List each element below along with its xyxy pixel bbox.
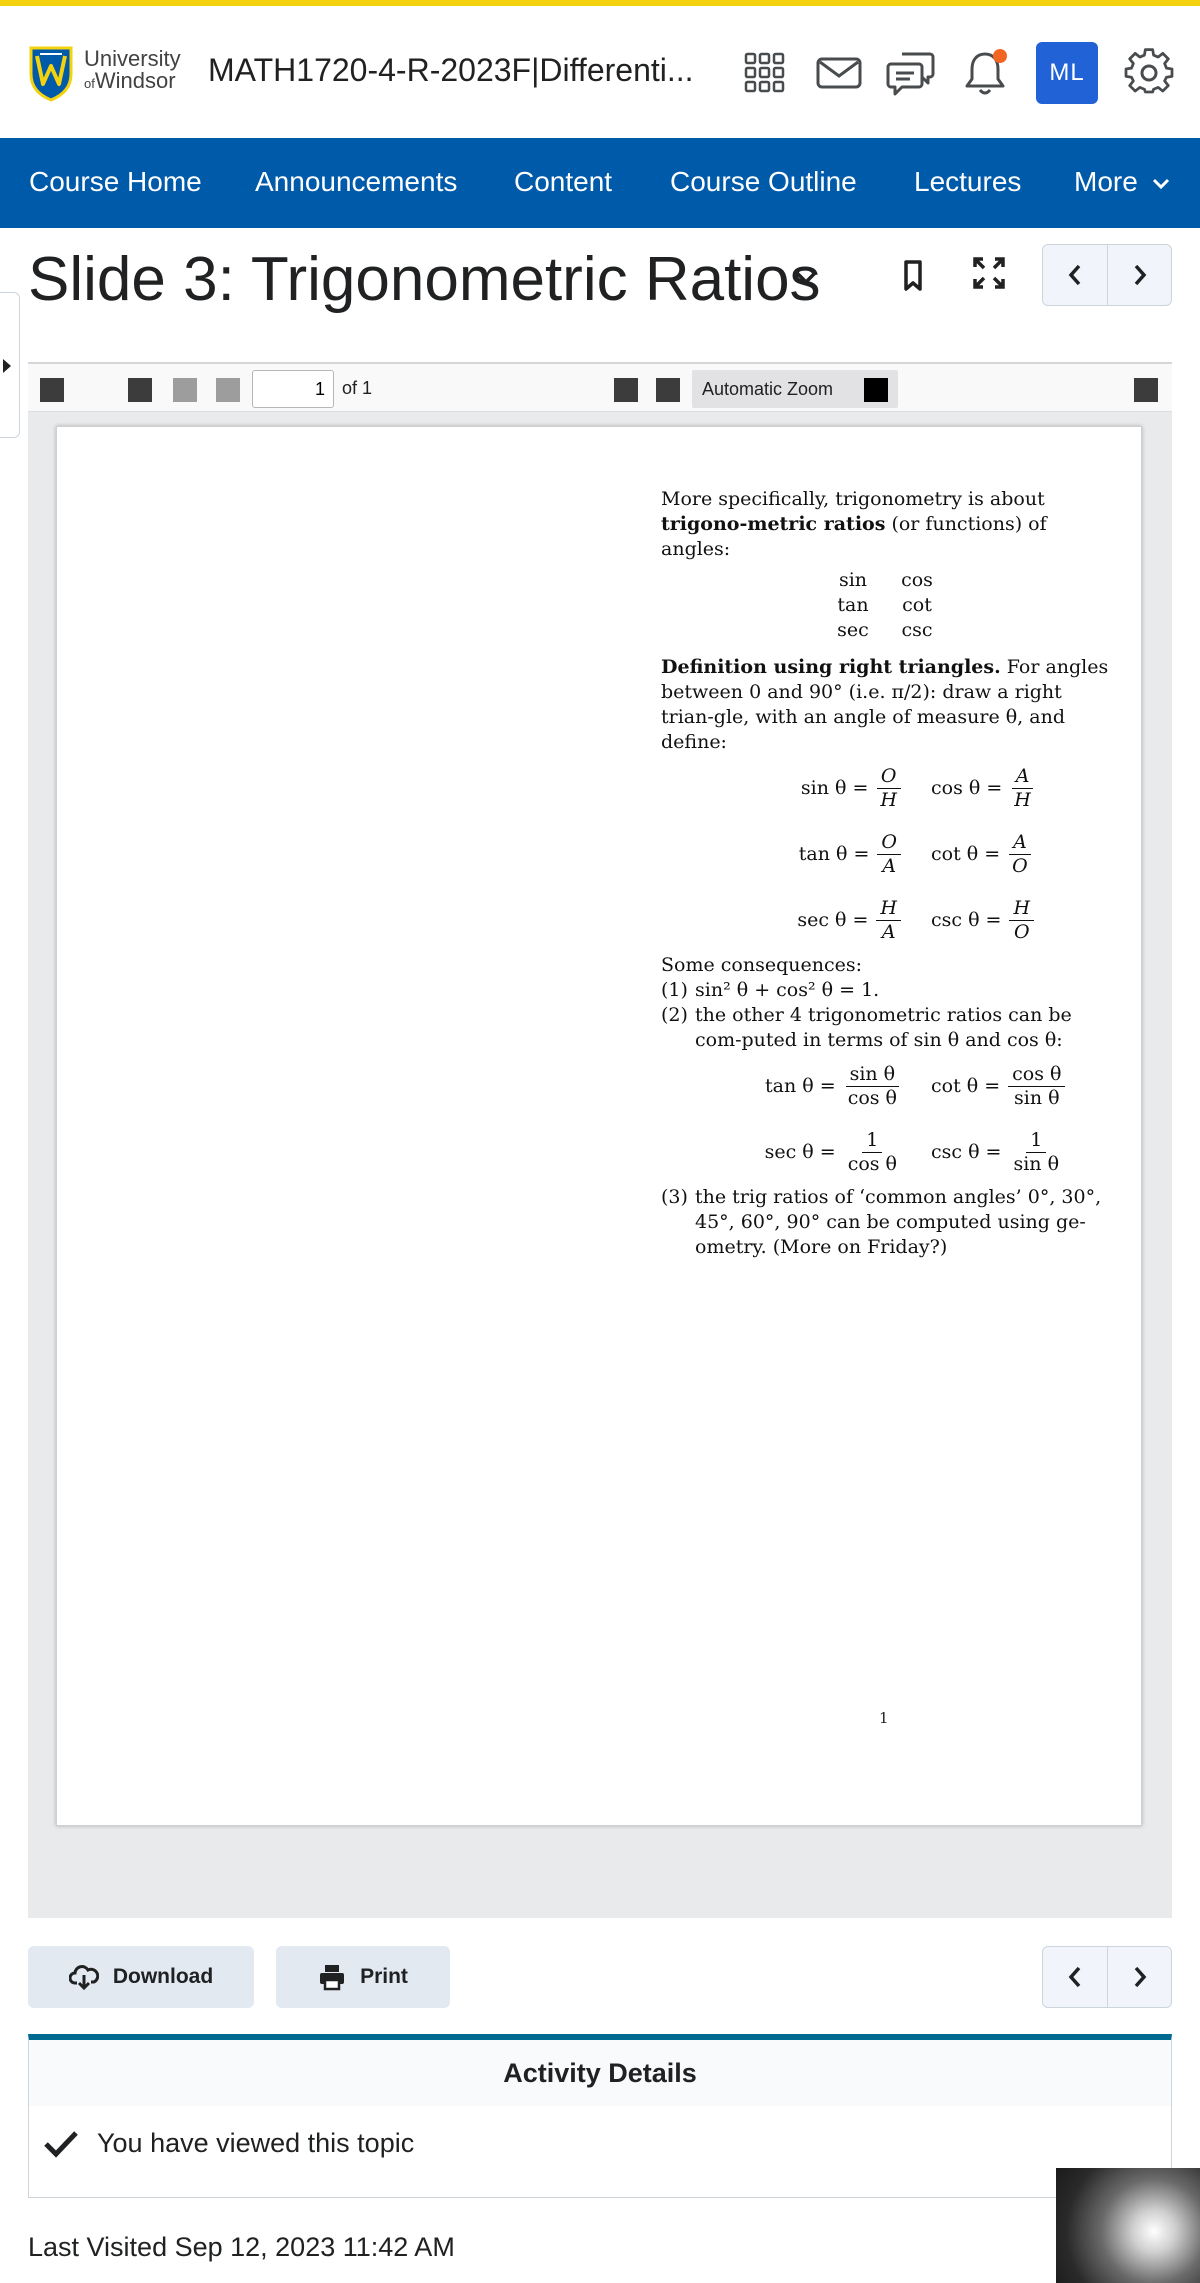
eq-den: cos θ	[847, 1152, 897, 1175]
logo-wordmark	[84, 48, 181, 95]
logo-of: of	[84, 76, 95, 91]
logo-line-windsor	[84, 70, 181, 95]
nav-more[interactable]	[1074, 166, 1170, 198]
eq-den: A	[881, 920, 896, 943]
pdf-page	[56, 426, 1142, 1826]
download-button[interactable]	[28, 1946, 254, 2008]
fn-cos: cos	[901, 569, 933, 591]
eq-den: cos θ	[847, 1086, 897, 1109]
ratio-definitions	[661, 755, 1109, 953]
title-menu-chevron-icon[interactable]	[792, 268, 820, 293]
eq-den: O	[1012, 854, 1028, 877]
previous-topic-button[interactable]	[1043, 245, 1107, 305]
function-list	[661, 568, 1109, 643]
header	[0, 6, 1200, 138]
eq-den: A	[882, 854, 897, 877]
topic-pager	[1042, 244, 1172, 306]
viewed-status-text: You have viewed this topic	[97, 2128, 415, 2158]
logo-line-university: University	[84, 46, 181, 71]
eq-num: H	[876, 897, 901, 921]
side-panel-toggle[interactable]	[0, 292, 20, 438]
eq-lhs: cos θ =	[931, 776, 1003, 799]
bell-icon[interactable]	[960, 48, 1010, 98]
eq-den: sin θ	[1013, 1152, 1060, 1175]
activity-details-heading: Activity Details	[29, 2040, 1171, 2106]
eq-den: H	[1014, 788, 1031, 811]
settings-icon[interactable]	[1124, 48, 1174, 98]
viewed-status	[43, 2128, 414, 2159]
derived-ratios	[661, 1053, 1109, 1185]
mail-icon[interactable]	[814, 48, 864, 98]
eq-lhs: tan θ =	[765, 1074, 836, 1097]
slide-text	[661, 487, 1109, 1260]
list-item	[661, 1185, 1109, 1260]
fn-tan: tan	[837, 594, 869, 616]
download-label: Download	[112, 1965, 214, 1988]
chevron-right-icon	[1131, 263, 1149, 287]
apps-grid-icon[interactable]	[740, 48, 790, 98]
university-logo[interactable]	[28, 42, 180, 104]
pdf-toolbar	[28, 364, 1172, 412]
pdf-page-footer-number: 1	[879, 1709, 889, 1727]
list-item-text: sin² θ + cos² θ = 1.	[695, 979, 880, 1001]
eq-num: sin θ	[846, 1063, 900, 1087]
university-crest-icon	[28, 44, 74, 102]
nav-content[interactable]: Content	[514, 166, 613, 197]
chevron-down-icon	[1152, 178, 1170, 190]
intro-bold: trigono-metric ratios	[661, 513, 886, 535]
eq-den: H	[880, 788, 897, 811]
intro-paragraph	[661, 487, 1109, 562]
user-avatar[interactable]: ML	[1036, 42, 1098, 104]
bookmark-icon[interactable]	[898, 258, 928, 299]
eq-num: 1	[862, 1129, 882, 1153]
printer-icon	[318, 1963, 346, 1991]
definition-bold: Definition using right triangles.	[661, 656, 1001, 678]
list-item-text: the other 4 trigonometric ratios can be com-puted in terms of sin θ and cos θ:	[695, 1004, 1072, 1051]
sidebar-toggle-icon[interactable]	[40, 378, 64, 402]
list-item	[661, 1003, 1109, 1053]
eq-lhs: sec θ =	[764, 1140, 836, 1163]
zoom-select[interactable]	[692, 370, 898, 408]
chevron-right-icon	[1131, 1965, 1149, 1989]
nav-course-outline[interactable]: Course Outline	[670, 166, 857, 197]
cloud-download-icon	[69, 1963, 99, 1991]
fn-cot: cot	[902, 594, 932, 616]
eq-num: O	[877, 765, 901, 789]
next-topic-button-bottom[interactable]	[1107, 1947, 1171, 2007]
list-item-text: the trig ratios of ‘common angles’ 0°, 30°, 45°, 60°, 90° can be computed using ge-ometry. (More on Friday?)	[695, 1186, 1102, 1258]
pdf-viewer	[28, 362, 1172, 1918]
zoom-out-icon[interactable]	[614, 378, 638, 402]
nav-announcements[interactable]: Announcements	[255, 166, 458, 197]
eq-num: A	[1009, 831, 1031, 855]
equation-row	[661, 1119, 1109, 1185]
eq-lhs: csc θ =	[931, 908, 1002, 931]
zoom-dropdown-icon	[864, 378, 888, 402]
page-title: Slide 3: Trigonometric Ratios	[28, 245, 821, 314]
intro-text-a: More specifically, trigonometry is about	[661, 488, 1045, 510]
nav-course-home[interactable]: Course Home	[29, 166, 202, 197]
eq-lhs: sec θ =	[797, 908, 869, 931]
fn-sec: sec	[837, 619, 869, 641]
fullscreen-icon[interactable]	[970, 254, 1008, 297]
list-item-number: (1)	[661, 979, 688, 1001]
eq-den: O	[1013, 920, 1030, 943]
notification-dot	[993, 49, 1007, 63]
next-topic-button[interactable]	[1107, 245, 1171, 305]
checkmark-icon	[43, 2129, 79, 2159]
eq-num: A	[1012, 765, 1034, 789]
last-visited: Last Visited Sep 12, 2023 11:42 AM	[28, 2232, 455, 2262]
eq-lhs: cot θ =	[931, 1074, 1001, 1097]
nav-lectures[interactable]: Lectures	[914, 166, 1022, 197]
chevron-left-icon	[1066, 263, 1084, 287]
print-button[interactable]	[276, 1946, 450, 2008]
expand-triangle-icon	[3, 359, 11, 373]
fn-sin: sin	[838, 569, 868, 591]
floating-overlay	[1056, 2168, 1200, 2283]
equation-row	[661, 755, 1109, 821]
chat-icon[interactable]	[886, 48, 936, 98]
definition-paragraph	[661, 655, 1109, 755]
eq-num: H	[1009, 897, 1034, 921]
eq-num: O	[877, 831, 901, 855]
zoom-in-icon[interactable]	[656, 378, 680, 402]
logo-windsor: Windsor	[94, 68, 176, 93]
eq-num: cos θ	[1008, 1063, 1065, 1087]
previous-topic-button-bottom[interactable]	[1043, 1947, 1107, 2007]
equation-row	[661, 821, 1109, 887]
nav-more-label: More	[1074, 166, 1138, 197]
list-item	[661, 978, 1109, 1003]
intro-text-b: (or functions) of angles:	[661, 513, 1047, 560]
page-count-label: of 1	[342, 378, 373, 398]
zoom-select-value: Automatic Zoom	[702, 379, 834, 399]
course-title[interactable]: MATH1720-4-R-2023F|Differenti...	[208, 52, 694, 88]
list-item-number: (2)	[661, 1004, 688, 1026]
fn-csc: csc	[901, 619, 933, 641]
list-item-number: (3)	[661, 1186, 688, 1208]
find-icon[interactable]	[128, 378, 152, 402]
eq-num: 1	[1026, 1129, 1046, 1153]
eq-den: sin θ	[1014, 1086, 1060, 1109]
eq-lhs: csc θ =	[931, 1140, 1002, 1163]
eq-lhs: sin θ =	[800, 776, 869, 799]
consequences-heading: Some consequences:	[661, 954, 862, 976]
chevron-left-icon	[1066, 1965, 1084, 1989]
page-number-input[interactable]	[252, 370, 334, 408]
previous-page-icon[interactable]	[173, 378, 197, 402]
next-page-icon[interactable]	[216, 378, 240, 402]
equation-row	[661, 1053, 1109, 1119]
bottom-topic-pager	[1042, 1946, 1172, 2008]
eq-lhs: tan θ =	[798, 842, 870, 865]
tools-menu-icon[interactable]	[1134, 378, 1158, 402]
course-navbar	[0, 138, 1200, 228]
equation-row	[661, 887, 1109, 953]
activity-details-panel	[28, 2034, 1172, 2198]
print-label: Print	[360, 1965, 408, 1988]
eq-lhs: cot θ =	[931, 842, 1001, 865]
definition-text: For angles between 0 and 90° (i.e. π/2): draw a right trian-gle, with an angle of measure θ, and define:	[661, 656, 1109, 753]
